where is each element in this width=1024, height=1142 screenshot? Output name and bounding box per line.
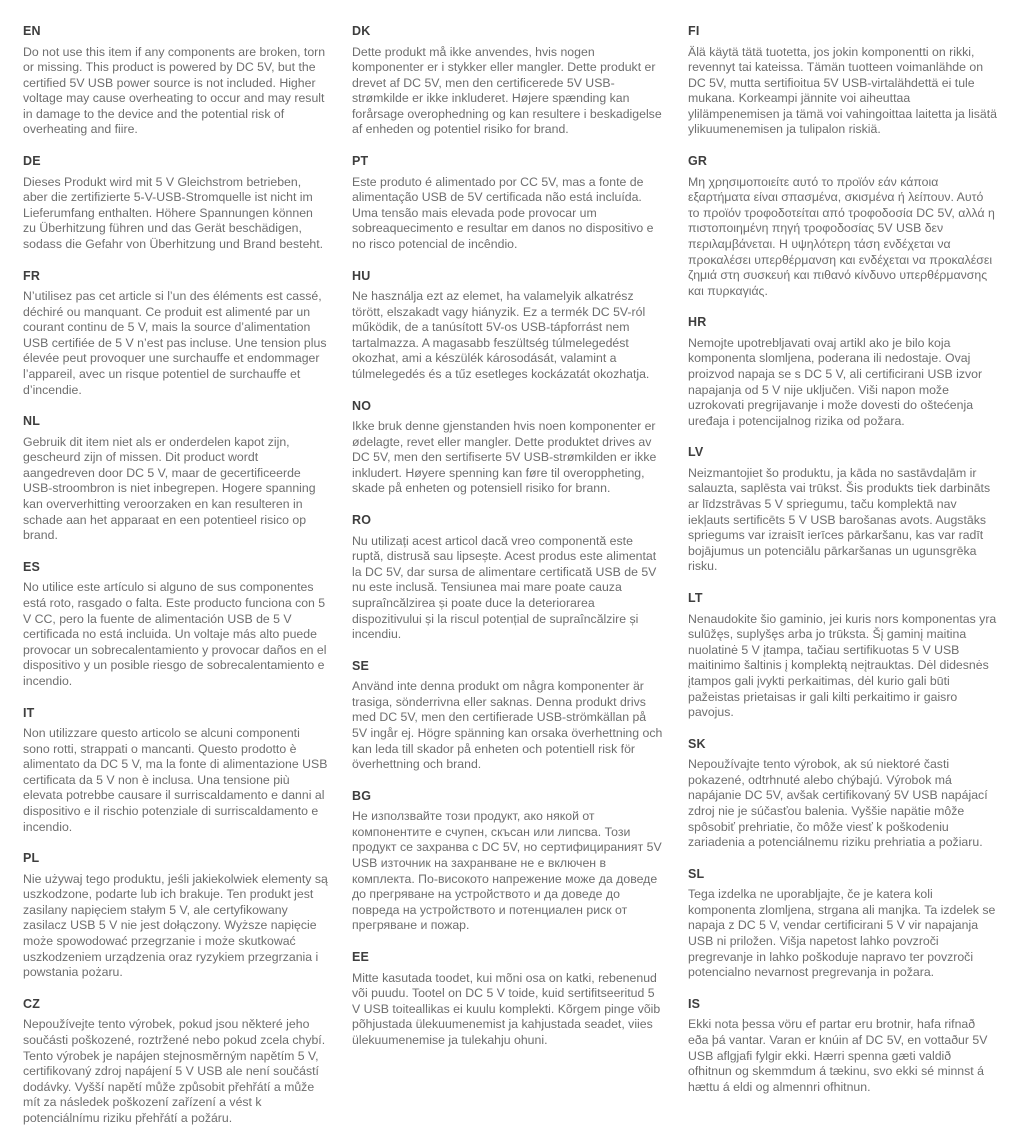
lang-code-lv: LV xyxy=(688,445,704,460)
lang-section-hu xyxy=(352,269,664,383)
lang-text-gr: Μη χρησιμοποιείτε αυτό το προϊόν εάν κάποια εξαρτήματα είναι σπασμένα, σκισμένα ή λείπουν. Αυτό το προϊόν τροφοδοτείται από τροφοδοσία DC 5V, αλλά η πιστοποιημένη πηγή τροφοδοσίας 5V USB δεν περιλαμβάνεται. Η υψηλότερη τάση ενδέχεται να προκαλέσει υπερθέρμανση και ενδέχεται να προκαλέσει ζημιά στη συσκευή και πιθανό κίνδυνο υπερθέρμανσης και πυρκαγιάς. xyxy=(688,174,995,298)
lang-code-nl: NL xyxy=(23,414,41,429)
lang-text-sk: Nepoužívajte tento výrobok, ak sú niektoré časti pokazené, odtrhnuté alebo chýbajú. Výrobok má napájanie DC 5V, avšak certifikovaný 5V USB napájací zdroj nie je súčasťou balenia. Vyššie napätie môže spôsobiť prehriatie, čo môže viesť k poškodeniu zariadenia a potenciálnemu riziku prehriatia a požiaru. xyxy=(688,757,988,850)
lang-section-hr xyxy=(688,315,998,429)
lang-section-fr xyxy=(23,269,328,399)
lang-text-se: Använd inte denna produkt om några komponenter är trasiga, sönderrivna eller saknas. Denna produkt drivs med DC 5V, men den certifierade USB-strömkällan på 5V ingår ej. Högre spänning kan orsaka överhettning och kan leda till skador på enheten och potentiell risk för överhettning och brand. xyxy=(352,679,663,772)
lang-section-ee xyxy=(352,950,664,1048)
lang-code-hu: HU xyxy=(352,268,371,283)
lang-text-de: Dieses Produkt wird mit 5 V Gleichstrom betrieben, aber die zertifizierte 5-V-USB-Stromquelle ist nicht im Lieferumfang enthalten. Höhere Spannungen können zu Überhitzung führen und das Gerät beschädigen, sodass die Gefahr von Überhitzung und Brand besteht. xyxy=(23,174,324,251)
column-1 xyxy=(23,24,328,1142)
lang-section-dk xyxy=(352,24,664,138)
lang-code-is: IS xyxy=(688,996,701,1011)
lang-code-se: SE xyxy=(352,658,370,673)
column-2 xyxy=(352,24,664,1065)
lang-section-ro xyxy=(352,513,664,643)
lang-text-lt: Nenaudokite šio gaminio, jei kuris nors komponentas yra sulūžęs, suplyšęs arba jo trūksta. Šį gaminį maitina nuolatinė 5 V įtampa, tačiau sertifikuotas 5 V USB maitinimo šaltinis į komplektą neįtrauktas. Dėl didesnės įtampos gali įvykti perkaitimas, dėl kurio gali būti pažeistas prietaisas ir gali kilti perkaitimo ir gaisro pavojus. xyxy=(688,611,997,720)
lang-code-ro: RO xyxy=(352,513,372,528)
lang-text-hu: Ne használja ezt az elemet, ha valamelyik alkatrész törött, elszakadt vagy hiányzik. Ez a termék DC 5V-ról működik, de a tanúsított 5V-os USB-tápforrást nem tartalmazza. A magasabb feszültség túlmelegedést okozhat, ami a készülék károsodását, valamint a túlmelegedés és a tűz esetleges kockázatát okozhatja. xyxy=(352,289,650,381)
lang-section-no xyxy=(352,399,664,497)
lang-code-no: NO xyxy=(352,398,372,413)
lang-text-cz: Nepoužívejte tento výrobek, pokud jsou některé jeho součásti poškozené, roztržené nebo pokud zcela chybí. Tento výrobek je napájen stejnosměrným napětím 5 V, certifikovaný zdroj napájení 5 V USB ale není součástí dodávky. Vyšší napětí může způsobit přehřátí a může mít za následek poškození zařízení a vést k potenciálnímu riziku přehřátí a požáru. xyxy=(23,1017,326,1125)
lang-section-lv xyxy=(688,445,998,575)
lang-code-bg: BG xyxy=(352,788,372,803)
lang-section-cz xyxy=(23,997,328,1127)
lang-code-hr: HR xyxy=(688,315,707,330)
lang-code-dk: DK xyxy=(352,24,371,38)
lang-code-de: DE xyxy=(23,154,41,169)
lang-text-fi: Älä käytä tätä tuotetta, jos jokin komponentti on rikki, revennyt tai kateissa. Tämän tuotteen voimanlähde on DC 5V, mutta sertifioitua 5V USB-virtalähdettä ei tule mukana. Korkeampi jännite voi aiheuttaa ylilämpenemisen ja tämä voi vahingoittaa laitetta ja lisätä ylikuumenemisen ja tulipalon riskiä. xyxy=(688,44,997,137)
lang-code-ee: EE xyxy=(352,950,370,965)
lang-text-ro: Nu utilizați acest articol dacă vreo componentă este ruptă, distrusă sau lipsește. Acest produs este alimentat la DC 5V, dar sursa de alimentare certificată USB de 5V nu este inclusă. Tensiunea mai mare poate cauza supraîncălzirea și poate duce la deteriorarea dispozitivului și la riscul potențial de supraîncălzire și incendiu. xyxy=(352,533,657,642)
lang-text-es: No utilice este artículo si alguno de sus componentes está roto, rasgado o falta. Este producto funciona con 5 V CC, pero la fuente de alimentación USB de 5 V certificada no está incluida. Un voltaje más alto puede provocar un sobrecalentamiento y provocar daños en el dispositivo y un posible riesgo de sobrecalentamiento e incendio. xyxy=(23,580,327,688)
lang-text-pt: Este produto é alimentado por CC 5V, mas a fonte de alimentação USB de 5V certificada não está incluída. Uma tensão mais elevada pode provocar um sobreaquecimento e resultar em danos no dispositivo e no risco potencial de incêndio. xyxy=(352,174,654,251)
lang-code-cz: CZ xyxy=(23,996,41,1011)
lang-section-de xyxy=(23,154,328,252)
lang-section-lt xyxy=(688,591,998,721)
lang-code-fr: FR xyxy=(23,268,41,283)
lang-code-gr: GR xyxy=(688,154,708,169)
lang-section-nl xyxy=(23,414,328,544)
lang-text-ee: Mitte kasutada toodet, kui mõni osa on katki, rebenenud või puudu. Tootel on DC 5 V toide, kuid sertifitseeritud 5 V USB toiteallikas ei kuulu komplekti. Kõrgem pinge võib põhjustada ülekuumenemist ja kahjustada seadet, viies ülekuumenemise ja tulekahju ohuni. xyxy=(352,970,661,1047)
lang-text-it: Non utilizzare questo articolo se alcuni componenti sono rotti, strappati o mancanti. Questo prodotto è alimentato da DC 5 V, ma la fonte di alimentazione USB certificata da 5 V non è inclusa. Una tensione più elevata potrebbe causare il surriscaldamento e danni al dispositivo e il rischio potenziale di surriscaldamento e incendio. xyxy=(23,726,328,834)
lang-text-fr: N’utilisez pas cet article si l’un des éléments est cassé, déchiré ou manquant. Ce produit est alimenté par un courant continu de 5 V, mais la source d’alimentation USB certifiée de 5 V n’est pas incluse. Une tension plus élevée peut provoquer une surchauffe et endommager l’appareil, avec un risque potentiel de surchauffe et d’incendie. xyxy=(23,289,327,397)
lang-section-bg xyxy=(352,789,664,934)
lang-text-is: Ekki nota þessa vöru ef partar eru brotnir, hafa rifnað eða þá vantar. Varan er knúin af DC 5V, en vottaður 5V USB aflgjafi fylgir ekki. Hærri spenna gæti valdið ofhitnun og skemmdum á tækinu, svo ekki sé minnst á hættu á eldi og almennri ofhitnun. xyxy=(688,1017,988,1094)
lang-code-sk: SK xyxy=(688,736,706,751)
lang-text-nl: Gebruik dit item niet als er onderdelen kapot zijn, gescheurd zijn of missen. Dit product wordt aangedreven door DC 5 V, maar de gecertificeerde USB-stroombron is niet inbegrepen. Hogere spanning kan oververhitting veroorzaken en kan resulteren in schade aan het apparaat en een potentieel risico op brand. xyxy=(23,434,316,543)
lang-section-pl xyxy=(23,851,328,981)
lang-section-es xyxy=(23,560,328,690)
lang-text-lv: Neizmantojiet šo produktu, ja kāda no sastāvdaļām ir salauzta, saplēsta vai trūkst. Šis produkts tiek darbināts ar līdzstrāvas 5 V spriegumu, taču komplektā nav iekļauts sertificēts 5 V USB barošanas avots. Augstāks spriegums var izraisīt ierīces pārkaršanu, kas var radīt bojājumus un potenciālu pārkaršanas un ugunsgrēka risku. xyxy=(688,465,991,574)
lang-section-pt xyxy=(352,154,664,252)
lang-text-pl: Nie używaj tego produktu, jeśli jakiekolwiek elementy są uszkodzone, podarte lub ich brakuje. Ten produkt jest zasilany napięciem stałym 5 V, ale certyfikowany zasilacz USB 5 V nie jest dołączony. Wyższe napięcie może spowodować przegrzanie i może skutkować uszkodzeniem urządzenia oraz ryzykiem przegrzania i powstania pożaru. xyxy=(23,871,328,980)
lang-text-hr: Nemojte upotrebljavati ovaj artikl ako je bilo koja komponenta slomljena, poderana ili nedostaje. Ovaj proizvod napaja se s DC 5 V, ali certificirani USB izvor napajanja od 5 V nije uključen. Viši napon može uzrokovati pregrijavanje i može dovesti do oštećenja uređaja i potencijalnog rizika od požara. xyxy=(688,335,983,428)
lang-code-fi: FI xyxy=(688,24,700,38)
column-3 xyxy=(688,24,998,1111)
lang-section-is xyxy=(688,997,998,1095)
lang-section-sl xyxy=(688,867,998,981)
lang-code-es: ES xyxy=(23,559,41,574)
lang-text-en: Do not use this item if any components are broken, torn or missing. This product is powered by DC 5V, but the certified 5V USB power source is not included. Higher voltage may cause overheating to occur and may result in damage to the device and the potential risk of overheating and fiire. xyxy=(23,44,326,137)
lang-section-sk xyxy=(688,737,998,851)
lang-code-sl: SL xyxy=(688,866,705,881)
lang-text-dk: Dette produkt må ikke anvendes, hvis nogen komponenter er i stykker eller mangler. Dette produkt er drevet af DC 5V, men den certificerede 5V USB-strømkilde er ikke inkluderet. Højere spænding kan forårsage overophedning og kan resultere i beskadigelse af enheden og potentiel risiko for brand. xyxy=(352,44,662,137)
lang-code-it: IT xyxy=(23,705,35,720)
lang-text-no: Ikke bruk denne gjenstanden hvis noen komponenter er ødelagte, revet eller mangler. Dette produktet drives av DC 5V, men den sertifiserte 5V USB-strømkilden er ikke inkludert. Høyere spenning kan føre til overoppheting, skade på enheten og potensiell risiko for brann. xyxy=(352,419,657,496)
lang-code-pt: PT xyxy=(352,154,369,169)
lang-section-gr xyxy=(688,154,998,299)
lang-code-pl: PL xyxy=(23,851,40,866)
lang-section-it xyxy=(23,706,328,836)
lang-section-fi xyxy=(688,24,998,138)
lang-code-lt: LT xyxy=(688,591,703,606)
lang-section-en xyxy=(23,24,328,138)
lang-section-se xyxy=(352,659,664,773)
lang-text-sl: Tega izdelka ne uporabljajte, če je katera koli komponenta zlomljena, strgana ali manjka. Ta izdelek se napaja z DC 5 V, vendar certificirani 5 V vir napajanja USB ni priložen. Višja napetost lahko povzroči pregrevanje in lahko poškoduje napravo ter povzroči potencialno nevarnost pregrevanja in požara. xyxy=(688,887,996,980)
lang-code-en: EN xyxy=(23,24,41,38)
lang-text-bg: Не използвайте този продукт, ако някой от компонентите е счупен, скъсан или липсва. Този продукт се захранва с DC 5V, но сертифицираният 5V USB източник на захранване не е включен в комплекта. По-високото напрежение може да доведе до прегряване на устройството и да доведе до повреда на устройството и потенциален риск от прегряване и пожар. xyxy=(352,809,662,933)
